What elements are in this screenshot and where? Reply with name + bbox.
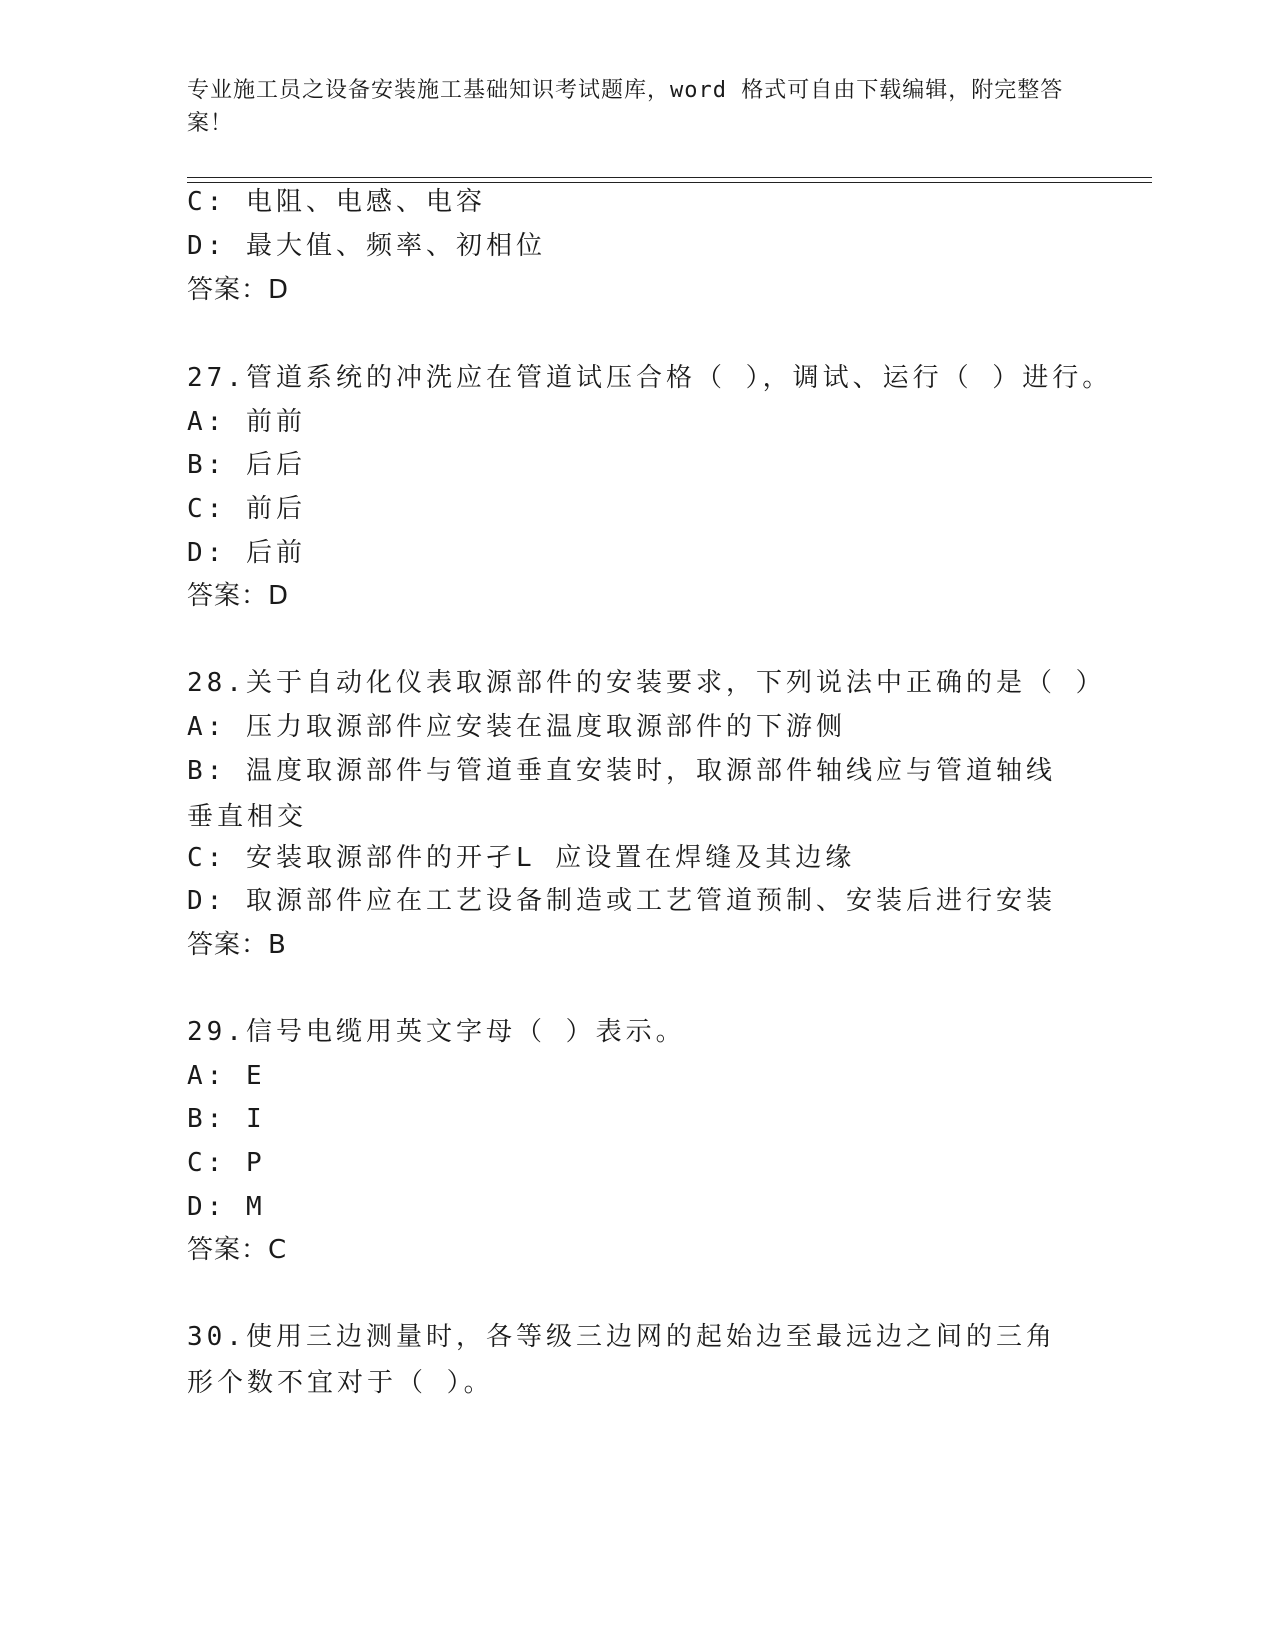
- question-28-option-d: D: 取源部件应在工艺设备制造或工艺管道预制、安装后进行安装: [187, 886, 1056, 916]
- prev-option-c: C: 电阻、电感、电容: [187, 187, 486, 217]
- header-divider-top: [187, 177, 1152, 178]
- question-28-option-a: A: 压力取源部件应安装在温度取源部件的下游侧: [187, 712, 846, 742]
- question-30-stem: 30.使用三边测量时，各等级三边网的起始边至最远边之间的三角形个数不宜对于（ ）。: [187, 1322, 1056, 1398]
- question-29-stem: 29.信号电缆用英文字母（ ）表示。: [187, 1017, 686, 1047]
- header-divider-bottom: [187, 182, 1152, 183]
- question-29-answer: 答案：C: [187, 1235, 288, 1265]
- prev-answer: 答案：D: [187, 275, 290, 305]
- question-28-option-b: B: 温度取源部件与管道垂直安装时，取源部件轴线应与管道轴线垂直相交: [187, 756, 1056, 832]
- question-27-option-c: C: 前后: [187, 494, 306, 524]
- question-27-option-b: B: 后后: [187, 450, 306, 480]
- question-28-answer: 答案：B: [187, 930, 287, 960]
- question-29-option-c: C: P: [187, 1148, 266, 1178]
- question-27-option-d: D: 后前: [187, 538, 306, 568]
- question-29-option-b: B: I: [187, 1104, 266, 1134]
- question-28-stem: 28.关于自动化仪表取源部件的安装要求，下列说法中正确的是（ ）: [187, 668, 1106, 698]
- question-27-answer: 答案：D: [187, 581, 290, 611]
- question-29-option-d: D: M: [187, 1192, 266, 1222]
- document-header: 专业施工员之设备安装施工基础知识考试题库，word 格式可自由下载编辑，附完整答案！: [187, 78, 1064, 136]
- question-27-option-a: A: 前前: [187, 407, 306, 437]
- question-28-option-c: C: 安装取源部件的开孑L 应设置在焊缝及其边缘: [187, 843, 856, 873]
- question-27-stem: 27.管道系统的冲洗应在管道试压合格（ ），调试、运行（ ）进行。: [187, 363, 1113, 393]
- prev-option-d: D: 最大值、频率、初相位: [187, 231, 546, 261]
- question-29-option-a: A: E: [187, 1061, 266, 1091]
